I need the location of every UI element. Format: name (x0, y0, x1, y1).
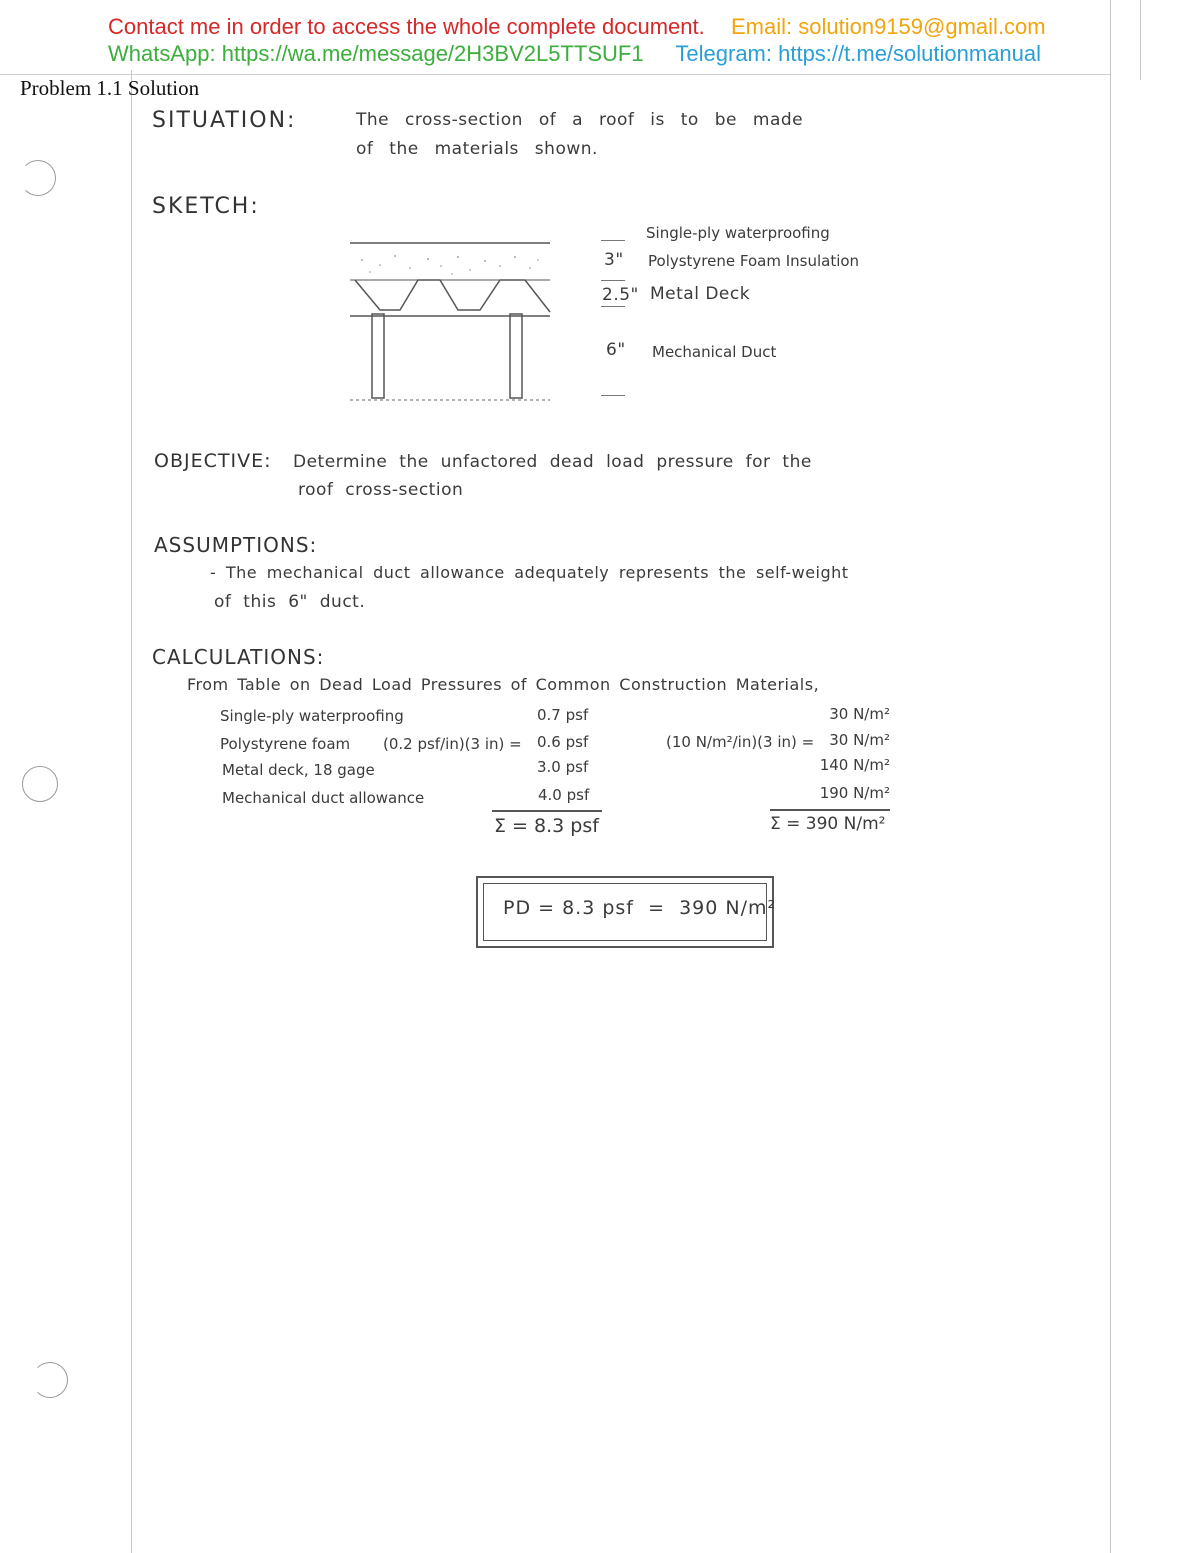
row-formula-si: (10 N/m²/in)(3 in) = (666, 733, 815, 751)
layer-dim: 6" (606, 340, 626, 360)
dim-tick-2 (601, 280, 625, 281)
layer-name: Polystyrene Foam Insulation (648, 252, 860, 270)
assumptions-line-1: - The mechanical duct allowance adequately represents the self-weight (210, 563, 849, 582)
sum-si: Σ = 390 N/m² (770, 814, 886, 834)
sketch-label: SKETCH: (152, 194, 260, 219)
layer-name: Mechanical Duct (652, 343, 777, 361)
header-rule (0, 74, 1110, 75)
row-psf: 0.7 psf (537, 706, 589, 724)
layer-name: Metal Deck (650, 284, 751, 304)
sum-line-us (492, 810, 602, 812)
header-divider (1140, 0, 1141, 80)
layer-dim: 3" (604, 250, 624, 270)
duct-hanger-left (372, 314, 384, 398)
contact-email[interactable]: Email: solution9159@gmail.com (731, 14, 1046, 39)
layer-dim: 2.5" (602, 285, 639, 305)
calculations-label: CALCULATIONS: (152, 645, 325, 669)
situation-label: SITUATION: (152, 108, 297, 133)
punch-hole-top (20, 160, 56, 196)
objective-line-1: Determine the unfactored dead load pressure for the (293, 452, 812, 472)
assumptions-line-2: of this 6" duct. (214, 592, 366, 612)
contact-telegram[interactable]: Telegram: https://t.me/solutionmanual (675, 41, 1042, 66)
situation-line-2: of the materials shown. (356, 139, 598, 159)
right-margin-line (1110, 0, 1111, 1553)
row-si: 190 N/m² (819, 784, 890, 802)
dim-tick-4 (601, 395, 625, 396)
row-item: Polystyrene foam (220, 735, 351, 753)
row-psf: 0.6 psf (537, 733, 589, 751)
sum-psf: Σ = 8.3 psf (494, 815, 599, 837)
row-formula-us: (0.2 psf/in)(3 in) = (383, 735, 522, 753)
row-item: Metal deck, 18 gage (222, 761, 375, 779)
contact-line-2 (108, 41, 1041, 67)
contact-request-text: Contact me in order to access the whole complete document. (108, 14, 705, 39)
row-si: 30 N/m² (829, 705, 890, 723)
row-psf: 3.0 psf (537, 758, 589, 776)
situation-line-1: The cross-section of a roof is to be made (356, 110, 804, 130)
punch-hole-middle (22, 766, 58, 802)
row-item: Single-ply waterproofing (220, 707, 404, 725)
dim-tick-3 (601, 306, 625, 307)
roof-section-sketch (340, 230, 570, 405)
page-title: Problem 1.1 Solution (20, 76, 200, 100)
objective-label: OBJECTIVE: (154, 450, 272, 472)
row-psf: 4.0 psf (538, 786, 590, 804)
assumptions-label: ASSUMPTIONS: (154, 533, 318, 557)
layer-name: Single-ply waterproofing (646, 224, 830, 242)
insulation-speckle (361, 255, 539, 275)
metal-deck-profile (355, 280, 550, 312)
duct-hanger-right (510, 314, 522, 398)
result-text: PD = 8.3 psf = 390 N/m² (503, 897, 777, 919)
sum-line-si (770, 809, 890, 811)
objective-line-2: roof cross-section (298, 480, 464, 500)
contact-whatsapp[interactable]: WhatsApp: https://wa.me/message/2H3BV2L5TTSUF1 (108, 41, 644, 66)
dim-tick-1 (601, 240, 625, 241)
calculations-source: From Table on Dead Load Pressures of Common Construction Materials, (187, 675, 820, 694)
row-si: 30 N/m² (829, 731, 890, 749)
row-item: Mechanical duct allowance (222, 789, 425, 807)
left-margin-line (131, 70, 132, 1553)
row-si: 140 N/m² (819, 756, 890, 774)
punch-hole-bottom (32, 1362, 68, 1398)
contact-line-1 (108, 14, 1046, 40)
